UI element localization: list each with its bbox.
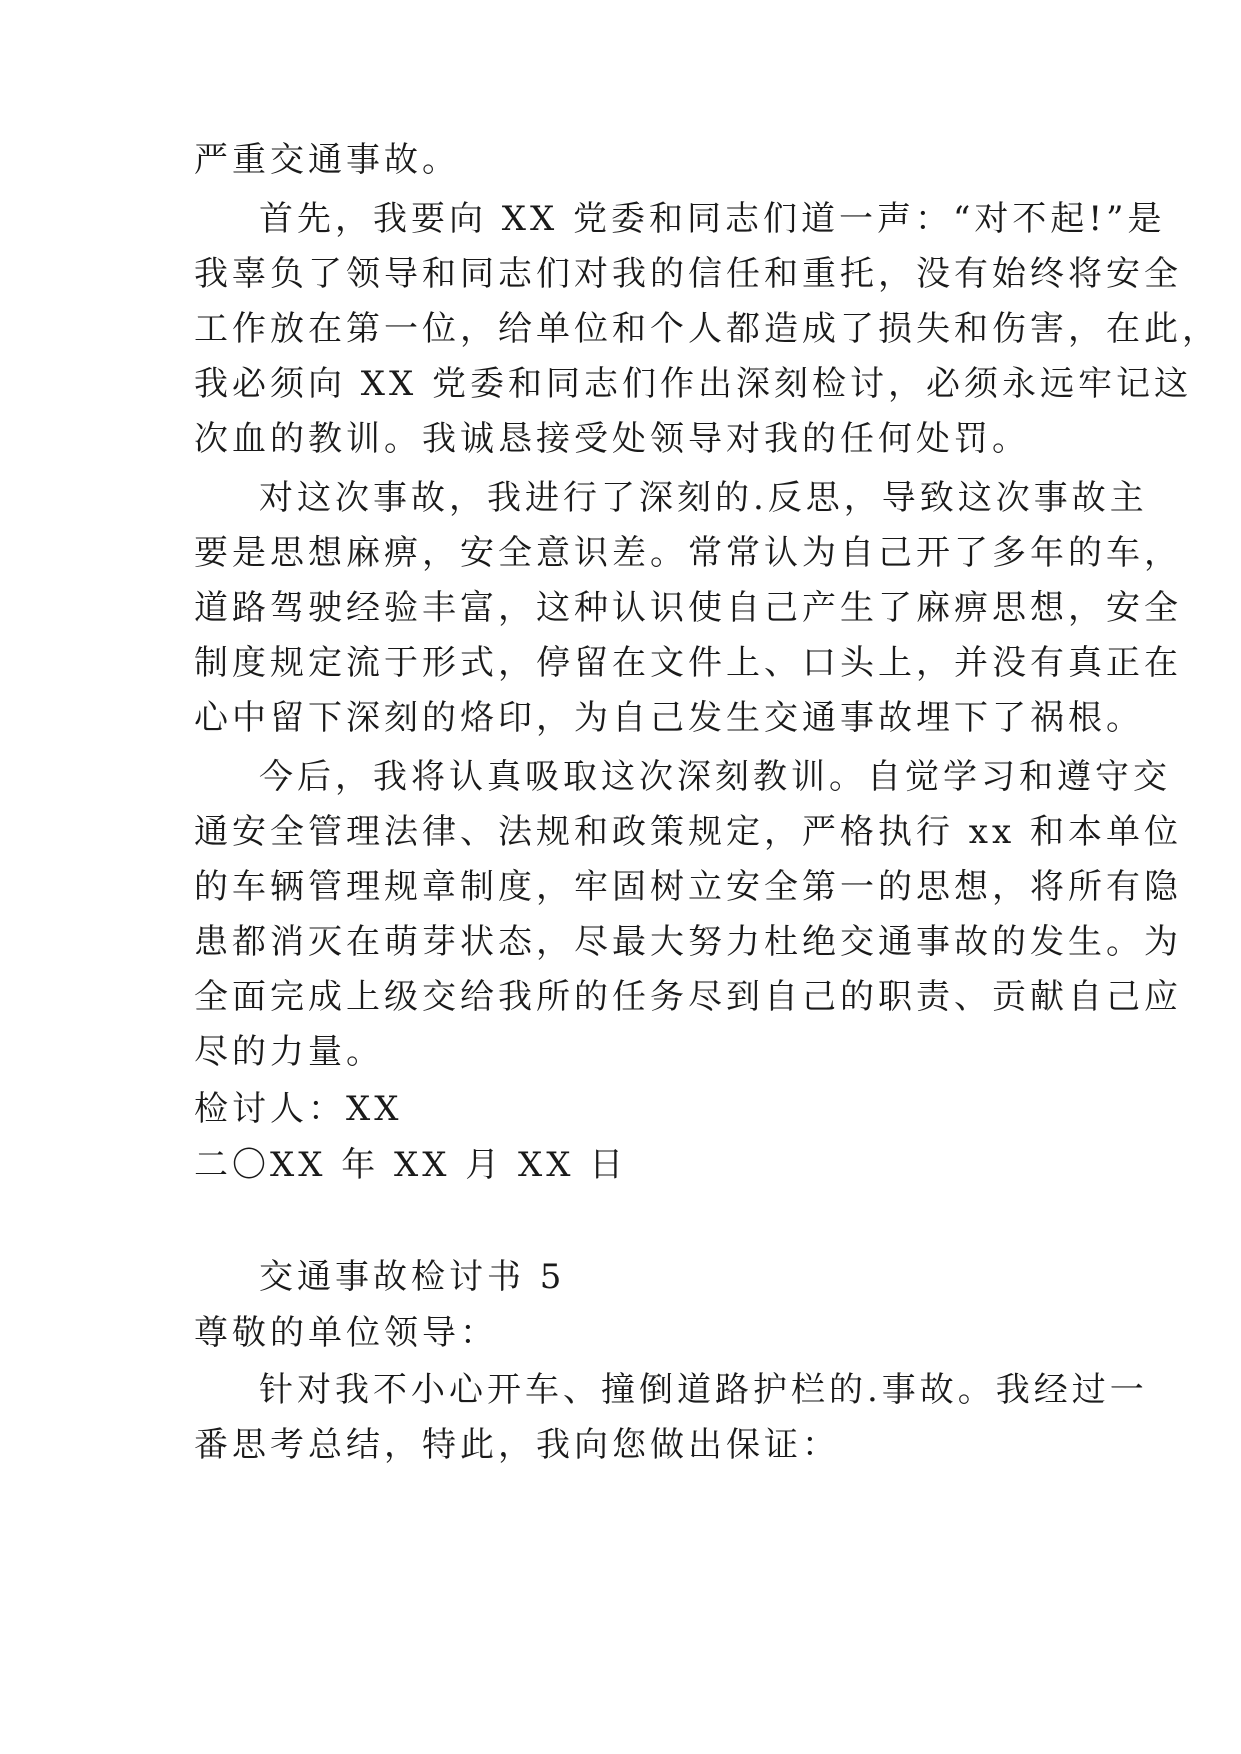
paragraph-line: 次血的教训。我诚恳接受处领导对我的任何处罚。 <box>194 419 1030 459</box>
paragraph-line: 工作放在第一位，给单位和个人都造成了损失和伤害，在此， <box>194 309 1220 349</box>
date-line: 二〇XX 年 XX 月 XX 日 <box>194 1145 628 1185</box>
paragraph-line: 首先，我要向 XX 党委和同志们道一声：“对不起!”是 <box>259 199 1166 239</box>
paragraph-line: 通安全管理法律、法规和政策规定，严格执行 xx 和本单位 <box>194 812 1182 852</box>
paragraph-line: 要是思想麻痹，安全意识差。常常认为自己开了多年的车， <box>194 533 1182 573</box>
section-heading: 交通事故检讨书 5 <box>259 1257 566 1297</box>
paragraph-line: 对这次事故，我进行了深刻的.反思，导致这次事故主 <box>259 478 1148 518</box>
paragraph-line: 心中留下深刻的烙印，为自己发生交通事故埋下了祸根。 <box>194 698 1144 738</box>
paragraph-line: 我必须向 XX 党委和同志们作出深刻检讨，必须永远牢记这 <box>194 364 1193 404</box>
paragraph-line: 今后，我将认真吸取这次深刻教训。自觉学习和遵守交 <box>259 757 1171 797</box>
paragraph-line: 患都消灭在萌芽状态，尽最大努力杜绝交通事故的发生。为 <box>194 922 1182 962</box>
paragraph-line: 制度规定流于形式，停留在文件上、口头上，并没有真正在 <box>194 643 1182 683</box>
paragraph-line: 我辜负了领导和同志们对我的信任和重托，没有始终将安全 <box>194 254 1182 294</box>
paragraph-line: 番思考总结，特此，我向您做出保证： <box>194 1425 840 1465</box>
paragraph-line: 道路驾驶经验丰富，这种认识使自己产生了麻痹思想，安全 <box>194 588 1182 628</box>
paragraph-line: 全面完成上级交给我所的任务尽到自己的职责、贡献自己应 <box>194 977 1182 1017</box>
paragraph-line: 尽的力量。 <box>194 1032 384 1072</box>
paragraph-line: 严重交通事故。 <box>194 140 460 180</box>
salutation: 尊敬的单位领导： <box>194 1313 498 1353</box>
signature-line: 检讨人：XX <box>194 1089 403 1129</box>
paragraph-line: 的车辆管理规章制度，牢固树立安全第一的思想，将所有隐 <box>194 867 1182 907</box>
paragraph-line: 针对我不小心开车、撞倒道路护栏的.事故。我经过一 <box>259 1370 1148 1410</box>
